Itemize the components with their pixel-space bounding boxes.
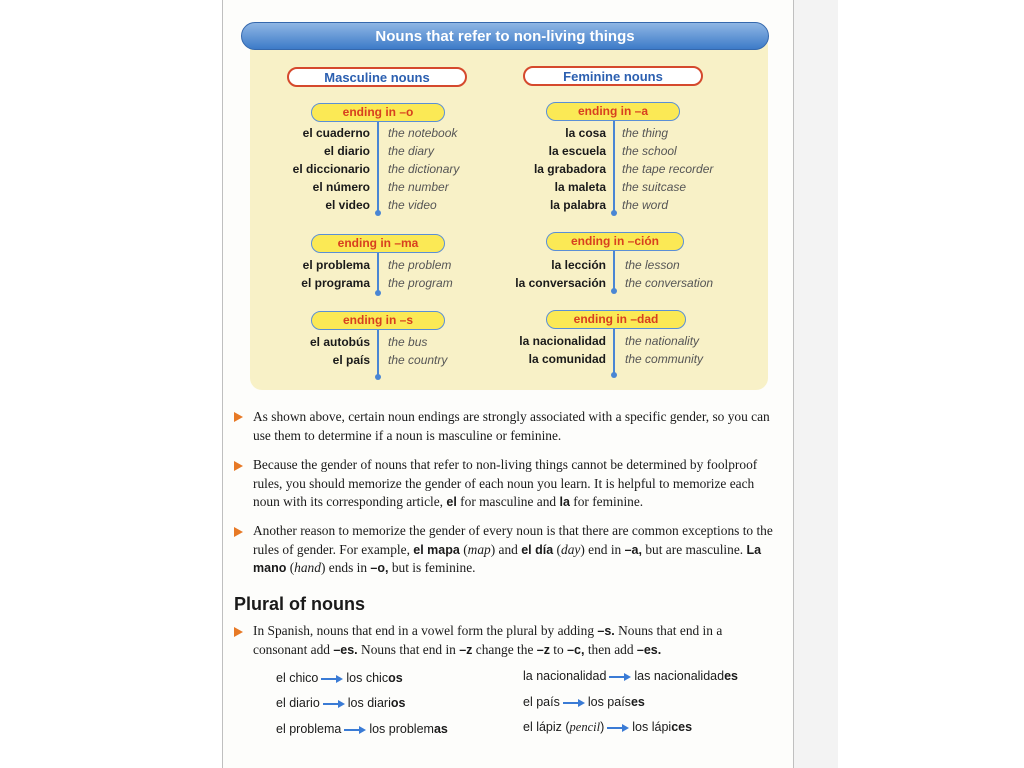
en-word: the video	[388, 198, 437, 212]
en-word: the diary	[388, 144, 435, 158]
fem-divider-2	[613, 248, 615, 290]
plural-example	[523, 695, 645, 709]
feminine-heading: Feminine nouns	[523, 66, 703, 86]
ending-term: –s.	[597, 624, 615, 638]
ending-term: –o,	[370, 561, 389, 575]
fem-divider-end-3	[611, 372, 617, 378]
bullet-text: Nouns that end in a consonant add	[253, 623, 723, 657]
en-word: the dictionary	[388, 162, 460, 176]
plural-stem: los diari	[347, 696, 391, 710]
bullet-text: for masculine and	[456, 494, 560, 509]
sp-word: el programa	[301, 276, 370, 290]
plural-ending: ces	[671, 720, 693, 734]
arrow-right-icon	[344, 726, 366, 734]
bullet-text: but are masculine.	[642, 541, 747, 557]
ending-term: –c,	[567, 642, 585, 657]
en-word: the word	[622, 198, 669, 212]
plural-example	[523, 720, 692, 735]
plural-example	[276, 696, 405, 710]
ending-term: –z	[459, 642, 473, 657]
bullet-arrow-icon	[234, 627, 243, 637]
plural-stem: las nacionalidad	[634, 669, 725, 683]
pill-ending-dad: ending in –dad	[546, 310, 686, 329]
singular-form: el país	[523, 695, 560, 709]
adjacent-page-edge	[794, 0, 838, 768]
example-gloss: map	[467, 541, 491, 557]
sp-word: la conversación	[515, 276, 606, 290]
ending-term: –es.	[636, 642, 662, 657]
bullet-paragraph: Another reason to memorize the gender of every noun is that there are common exceptions to the rules of gender. For example, el mapa (map) and el día (day) end in –a, but are masculine. La mano (hand) ends in –o, but is feminine.	[253, 523, 773, 575]
plural-ending: os	[390, 696, 406, 710]
arrow-right-icon	[323, 700, 345, 708]
singular-form: el chico	[276, 671, 319, 685]
en-word: the tape recorder	[622, 162, 714, 176]
example-gloss: day	[561, 541, 581, 557]
plural-ending: es	[630, 695, 645, 709]
pill-ending-o: ending in –o	[311, 103, 445, 122]
bullet-text: but is feminine.	[388, 560, 476, 575]
plural-rule-paragraph	[253, 622, 778, 659]
bullet-arrow-icon	[234, 461, 243, 471]
example-term: el mapa	[413, 542, 460, 557]
en-word: the country	[388, 353, 448, 367]
en-word: the suitcase	[622, 180, 687, 194]
bullet-text: Nouns that end in	[357, 641, 460, 657]
masc-divider-end-1	[375, 210, 381, 216]
sp-word: la grabadora	[533, 162, 606, 176]
bullet-text: to	[549, 641, 568, 657]
sp-word: el autobús	[309, 335, 370, 349]
singular-form: )	[600, 720, 605, 734]
en-word: the thing	[622, 126, 669, 140]
plural-stem: los problem	[369, 722, 434, 736]
en-word: the program	[388, 276, 453, 290]
en-word: the lesson	[625, 258, 680, 272]
arrow-right-icon	[321, 675, 343, 683]
sp-word: la comunidad	[528, 352, 606, 366]
sp-word: el diccionario	[292, 162, 370, 176]
bullet-text: In Spanish, nouns that end in a vowel form the plural by adding	[253, 623, 598, 638]
singular-form: el diario	[276, 696, 320, 710]
singular-form: la nacionalidad	[523, 669, 607, 683]
section-heading: Plural of nouns	[234, 594, 366, 614]
bullet-text: end in	[584, 541, 625, 557]
example-term: La mano	[253, 542, 762, 575]
masc-divider-end-3	[375, 374, 381, 380]
ending-term: –a,	[624, 542, 642, 557]
example-gloss: hand	[294, 560, 321, 575]
plural-example	[276, 722, 448, 736]
sp-word: la nacionalidad	[519, 334, 606, 348]
sp-word: la lección	[551, 258, 606, 272]
sp-word: el diario	[323, 144, 370, 158]
masc-divider-3	[377, 328, 379, 376]
sp-word: el problema	[302, 258, 370, 272]
fem-divider-end-1	[611, 210, 617, 216]
arrow-right-icon	[607, 724, 629, 732]
ending-term: –es.	[333, 642, 358, 657]
plural-ending: os	[388, 671, 403, 685]
plural-example	[523, 669, 738, 683]
bullet-text: and	[495, 541, 522, 557]
plural-example	[276, 671, 403, 685]
bullet-text: for feminine.	[569, 494, 644, 509]
pill-ending-a: ending in –a	[546, 102, 680, 121]
bullet-text: Because the gender of nouns that refer to non-living things cannot be determined by foolproof rules, you should memorize the gender of each noun you learn. It is helpful to memorize each noun with its corresponding article,	[253, 457, 758, 509]
en-word: the bus	[388, 335, 428, 349]
fem-divider-3	[613, 326, 615, 374]
masc-divider-end-2	[375, 290, 381, 296]
plural-ending: es	[724, 669, 738, 683]
en-word: the notebook	[388, 126, 458, 140]
fem-divider-1	[613, 120, 615, 212]
bullet-arrow-icon	[234, 527, 243, 537]
bullet-arrow-icon	[234, 412, 243, 422]
plural-ending: as	[433, 722, 448, 736]
bullet-paragraph	[253, 456, 778, 512]
example-gloss: pencil	[569, 720, 601, 734]
plural-stem: los lápi	[632, 720, 672, 734]
article-la: la	[559, 495, 570, 509]
sp-word: el cuaderno	[302, 126, 370, 140]
arrow-right-icon	[609, 673, 631, 681]
en-word: the number	[388, 180, 449, 194]
fem-divider-end-2	[611, 288, 617, 294]
masculine-heading: Masculine nouns	[287, 67, 467, 87]
bullet-text: change the	[472, 641, 537, 657]
sp-word: la maleta	[554, 180, 606, 194]
en-word: the school	[622, 144, 677, 158]
masc-divider-1	[377, 120, 379, 212]
panel-banner: Nouns that refer to non-living things	[241, 22, 769, 50]
article-el: el	[446, 495, 457, 509]
example-term: el día	[521, 542, 554, 557]
singular-form: el lápiz (	[523, 720, 570, 734]
bullet-text: then add	[584, 641, 637, 657]
masc-divider-2	[377, 250, 379, 292]
sp-word: la cosa	[565, 126, 606, 140]
bullet-text: ends in	[325, 560, 371, 575]
sp-word: la palabra	[549, 198, 606, 212]
bullet-paragraph	[253, 408, 778, 445]
bullet-text: Another reason to memorize the gender of every noun is that there are common exceptions to the rules of gender. For example,	[253, 523, 773, 557]
en-word: the problem	[388, 258, 452, 272]
sp-word: el video	[325, 198, 370, 212]
plural-stem: los país	[587, 695, 631, 709]
sp-word: el país	[332, 353, 370, 367]
bullet-text: As shown above, certain noun endings are strongly associated with a specific gender, so you can use them to determine if a noun is masculine or feminine.	[253, 409, 770, 443]
ending-term: –z	[536, 642, 550, 657]
pill-ending-cion: ending in –ción	[546, 232, 684, 251]
arrow-right-icon	[563, 699, 585, 707]
pill-ending-ma: ending in –ma	[311, 234, 445, 253]
en-word: the community	[625, 352, 704, 366]
sp-word: la escuela	[548, 144, 606, 158]
sp-word: el número	[312, 180, 370, 194]
plural-stem: los chic	[346, 671, 389, 685]
singular-form: el problema	[276, 722, 342, 736]
en-word: the nationality	[625, 334, 700, 348]
pill-ending-s: ending in –s	[311, 311, 445, 330]
en-word: the conversation	[625, 276, 714, 290]
